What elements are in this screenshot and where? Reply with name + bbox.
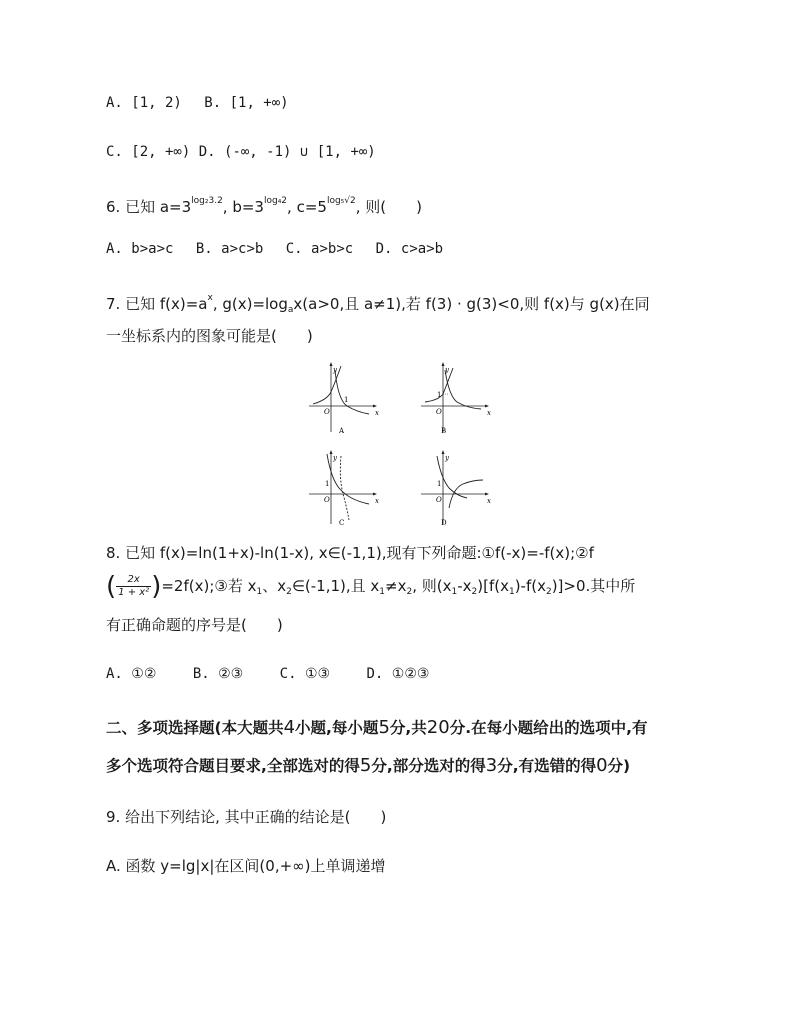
q5-option-d: D. (-∞, -1) ∪ [1, +∞) [198,144,376,160]
q8-option-c: C. ①③ [279,666,331,682]
svg-text:1: 1 [325,480,330,488]
section2-heading-line2: 多个选项符合题目要求,全部选对的得5分,部分选对的得3分,有选错的得0分) [106,755,631,776]
svg-text:A: A [339,427,345,435]
q7-stem-line2: 一坐标系内的图象可能是( ) [106,327,313,345]
q6-option-a: A. b>a>c [106,241,174,257]
svg-text:1: 1 [344,396,349,404]
q7-graph-d [417,448,492,528]
q8-stem-line1: 8. 已知 f(x)=ln(1+x)-ln(1-x), x∈(-1,1),现有下列命题:①f(-x)=-f(x);②f [106,544,594,562]
q5-option-c: C. [2, +∞) [106,144,191,160]
q5-option-b: B. [1, +∞) [204,95,289,111]
q8-options [106,663,429,685]
q7-stem-line1: 7. 已知 $f(x)=a^x$, $g(x)=\log_ax(a>0$,且 a≠1),若 f(3) · g(3)<0,则 f(x)与 g(x)在同 [106,293,650,315]
q8-stem-line2: ( $\frac{2x}{\text{1 + x²}}$ )=2f(x);③若 $x_1$、$x_2\in(-1,1)$,且 $x_1\ne x_2$, 则$(x_1-x_2)[f(x_1)-f(x_2)]>0$.其中所 [106,571,636,602]
svg-text:O: O [436,496,442,504]
q8-option-d: D. ①②③ [366,666,430,682]
svg-text:x: x [487,497,491,505]
svg-text:C: C [339,519,345,527]
q5-option-a: A. [1, 2) [106,95,182,111]
svg-text:y: y [333,454,337,462]
q7-graph-b [417,360,492,435]
q9-stem: 9. 给出下列结论, 其中正确的结论是( ) [106,808,387,826]
q6-option-b: B. a>c>b [195,241,264,257]
svg-text:1: 1 [437,480,442,488]
svg-text:D: D [441,519,447,527]
svg-text:O: O [324,408,330,416]
q6-c-exponent: log₅√2 [326,196,356,206]
q8-option-a: A. ①② [106,666,157,682]
q7-graph-a [305,360,380,435]
svg-text:x: x [487,409,491,417]
svg-text:x: x [375,409,379,417]
q6-options [106,238,443,260]
svg-text:1: 1 [437,391,442,399]
q6-a-exponent: log₂3.2 [191,196,223,206]
q6-option-d: D. c>a>b [375,241,444,257]
svg-text:y: y [445,366,449,374]
svg-text:y: y [333,366,337,374]
q6-option-c: C. a>b>c [285,241,354,257]
q9-option-a: A. 函数 y=lg|x|在区间(0,+∞)上单调递增 [106,857,386,875]
q8-fraction: $\frac{2x}{\text{1 + x²}}$ [118,574,150,598]
svg-text:O: O [436,408,442,416]
q7-graph-c [305,448,380,528]
svg-text:x: x [375,497,379,505]
q5-options-row2 [106,141,376,163]
section2-heading-line1: 二、多项选择题(本大题共4小题,每小题5分,共20分.在每小题给出的选项中,有 [106,717,648,738]
q5-options-row1 [106,92,289,114]
q8-option-b: B. ②③ [192,666,244,682]
svg-text:B: B [441,427,447,435]
q6-stem: 6. 已知 $a=3^{log_23.2}$, $b=3^{log_42}$, $c=5^{log_5√2}$, 则( ) [106,196,422,216]
svg-text:O: O [324,496,330,504]
q8-stem-line3: 有正确命题的序号是( ) [106,616,283,634]
q6-b-exponent: log₄2 [263,196,288,206]
svg-text:y: y [445,454,449,462]
